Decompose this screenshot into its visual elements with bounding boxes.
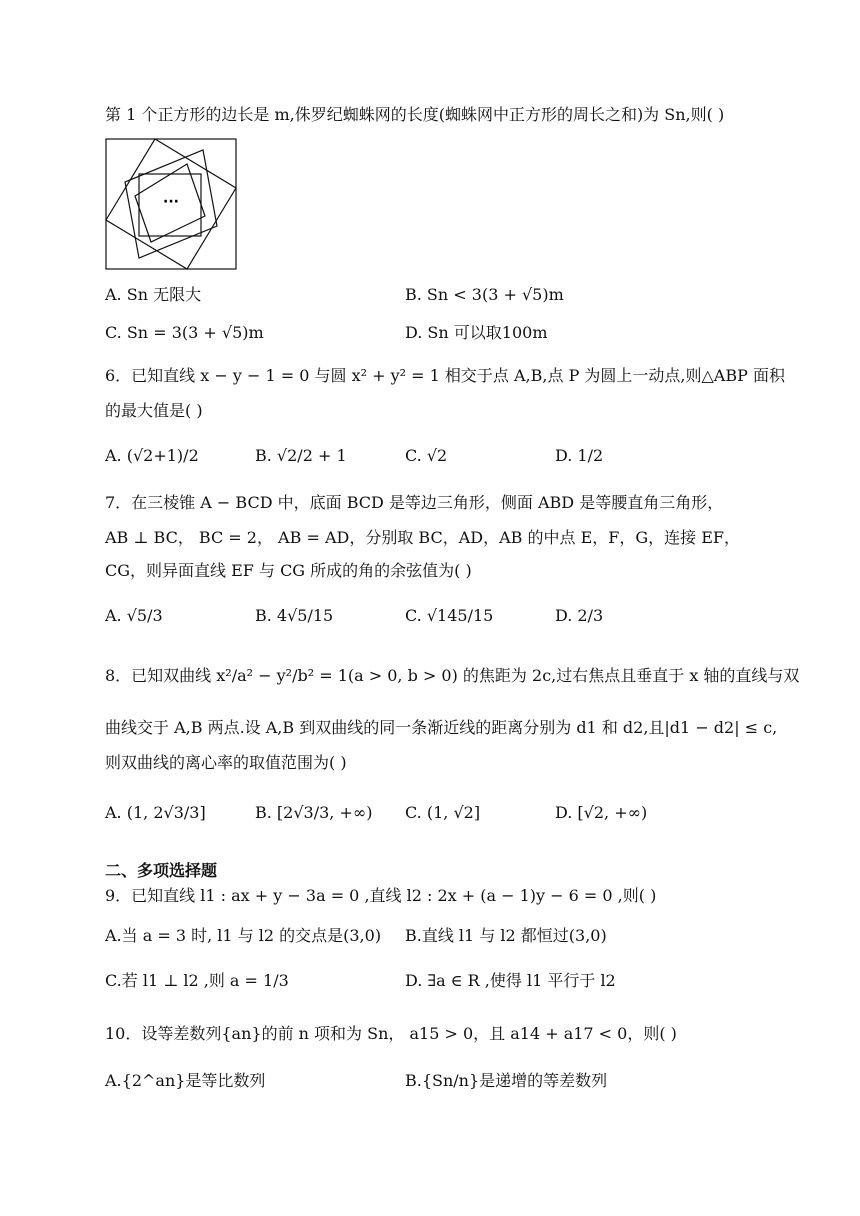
q7-option-b: B. 4√5/15: [255, 606, 334, 625]
q7-option-d: D. 2/3: [555, 606, 604, 625]
q5-option-d: D. Sn 可以取100m: [405, 323, 548, 342]
q8-stem: 8．已知双曲线 x²/a² − y²/b² = 1(a > 0, b > 0) 的焦距为 2c,过右焦点且垂直于 x 轴的直线与双: [105, 666, 800, 685]
ellipsis-label: ···: [163, 194, 179, 210]
q6-option-d: D. 1/2: [555, 446, 604, 465]
q5-option-c: C. Sn = 3(3 + √5)m: [105, 323, 264, 342]
q6-stem: 6．已知直线 x − y − 1 = 0 与圆 x² + y² = 1 相交于点 A,B,点 P 为圆上一动点,则△ABP 面积: [105, 366, 785, 385]
spider-web-figure: [105, 138, 237, 270]
q7-option-c: C. √145/15: [405, 606, 494, 625]
q9-option-a: A.当 a = 3 时, l1 与 l2 的交点是(3,0): [105, 926, 382, 945]
q6-option-c: C. √2: [405, 446, 448, 465]
q8-stem-line3: 则双曲线的离心率的取值范围为( ): [105, 753, 347, 772]
q7-stem-line3: CG，则异面直线 EF 与 CG 所成的角的余弦值为( ): [105, 561, 472, 580]
q8-option-a: A. (1, 2√3/3]: [105, 803, 206, 822]
q10-stem: 10．设等差数列{an}的前 n 项和为 Sn， a15 > 0，且 a14 + a17 < 0，则( ): [105, 1024, 677, 1043]
q6-option-a: A. (√2+1)/2: [105, 446, 199, 465]
q8-option-d: D. [√2, +∞): [555, 803, 648, 822]
q9-option-b: B.直线 l1 与 l2 都恒过(3,0): [405, 926, 607, 945]
q8-option-b: B. [2√3/3, +∞): [255, 803, 373, 822]
q6-option-b: B. √2/2 + 1: [255, 446, 347, 465]
q8-option-c: C. (1, √2]: [405, 803, 481, 822]
q9-stem: 9．已知直线 l1 : ax + y − 3a = 0 ,直线 l2 : 2x + (a − 1)y − 6 = 0 ,则( ): [105, 886, 657, 905]
section-heading: 二、多项选择题: [105, 863, 218, 880]
q10-option-b: B.{Sn/n}是递增的等差数列: [405, 1071, 608, 1090]
q8-stem-line2: 曲线交于 A,B 两点.设 A,B 到双曲线的同一条渐近线的距离分别为 d1 和 d2,且|d1 − d2| ≤ c,: [105, 718, 778, 737]
q7-stem: 7．在三棱锥 A − BCD 中，底面 BCD 是等边三角形，侧面 ABD 是等腰直角三角形，: [105, 493, 724, 512]
q7-option-a: A. √5/3: [105, 606, 163, 625]
q9-option-c: C.若 l1 ⊥ l2 ,则 a = 1/3: [105, 971, 289, 990]
q7-stem-line2: AB ⊥ BC， BC = 2， AB = AD，分别取 BC，AD，AB 的中点 E，F，G，连接 EF，: [105, 528, 741, 547]
q5-option-a: A. Sn 无限大: [105, 285, 202, 304]
q5-stem: [105, 104, 724, 126]
q6-stem-line2: 的最大值是( ): [105, 401, 203, 420]
q5-option-b: B. Sn < 3(3 + √5)m: [405, 285, 564, 304]
q5-stem-text: 第 1 个正方形的边长是 m,侏罗纪蜘蛛网的长度(蜘蛛网中正方形的周长之和)为 Sn,则( ): [105, 105, 725, 124]
q9-option-d: D. ∃a ∈ R ,使得 l1 平行于 l2: [405, 971, 616, 990]
q10-option-a: A.{2^an}是等比数列: [105, 1071, 266, 1090]
